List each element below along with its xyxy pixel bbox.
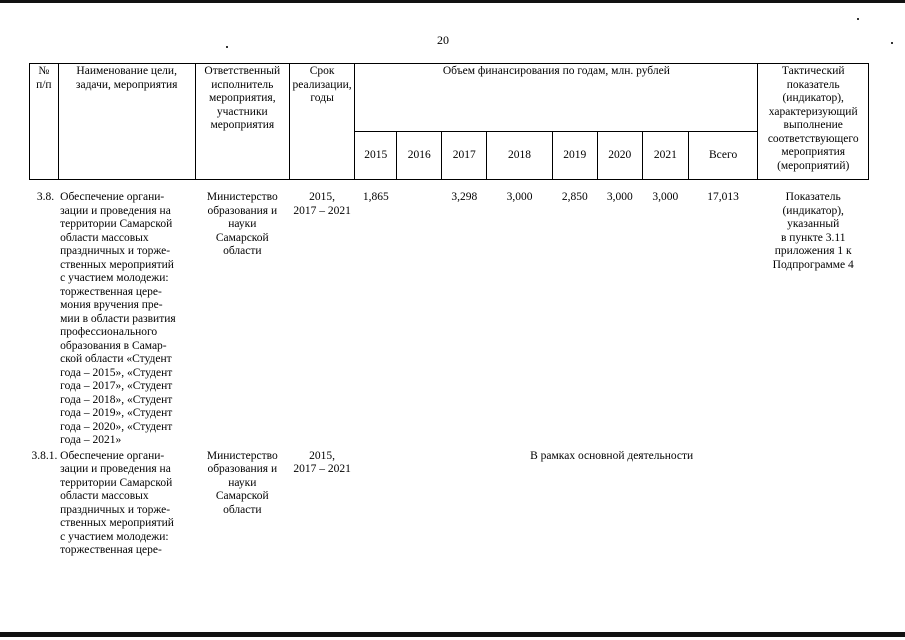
header-year-2016: 2016 [397,132,442,180]
row-value-2019: 2,850 [561,191,588,203]
header-year-2017: 2017 [442,132,487,180]
header-responsible: Ответственный исполнитель мероприятия, участники мероприятия [195,64,289,180]
row-term: 2015, 2017 – 2021 [293,449,351,475]
scan-speck [857,18,859,20]
row-name: Обеспечение органи- зации и проведения на территории Самарской области массовых праздничных и торже- ственных мероприятий с участием молодежи: торжественная цере- [60,449,174,556]
header-name: Наименование цели, задачи, мероприятия [58,64,195,180]
header-indicator: Тактический показатель (индикатор), характеризующий выполнение соответствующего мероприятия (мероприятий) [758,64,869,180]
header-num: № п/п [30,64,59,180]
header-year-2020: 2020 [597,132,642,180]
header-year-2018: 2018 [487,132,552,180]
header-financing: Объем финансирования по годам, млн. рублей [355,64,758,132]
row-value-2018: 3,000 [506,191,533,203]
row-responsible: Министерство образования и науки Самарской области [206,191,278,257]
row-value-2020: 3,000 [606,191,633,203]
row-note: В рамках основной деятельности [530,449,694,462]
table-row [30,448,869,558]
header-year-2021: 2021 [642,132,688,180]
header-year-2015: 2015 [355,132,397,180]
row-indicator: Показатель (индикатор), указанный в пункте 3.11 приложения 1 к Подпрограмме 4 [772,191,854,271]
scan-speck [226,46,228,48]
row-term: 2015, 2017 – 2021 [293,191,351,217]
row-name: Обеспечение органи- зации и проведения на территории Самарской области массовых праздничных и торже- ственных мероприятий с участием молодежи: торжественная цере- мония вручения пре- мии в области развития профессионального образования в Самар- ской области «Студент года – 2015», «Студент года – 2017», «Студент года – 2018», «Студент года – 2019», «Студент года – 2020», «Студент года – 2021» [60,191,176,446]
row-value-2021: 3,000 [652,191,679,203]
header-term: Срок реализации, годы [289,64,354,180]
page-number: 20 [437,33,449,47]
row-num: 3.8.1. [31,449,58,462]
scan-top-edge [0,0,905,3]
program-table [29,63,869,558]
scan-bottom-edge [0,632,905,637]
row-responsible: Министерство образования и науки Самарской области [206,449,278,516]
row-num: 3.8. [36,191,55,203]
row-value-2015: 1,865 [362,191,389,203]
scan-speck [891,42,893,44]
row-value-total: 17,013 [707,191,739,203]
header-year-total: Всего [688,132,758,180]
header-year-2019: 2019 [552,132,597,180]
table-row [30,189,869,448]
row-value-2016 [397,189,442,448]
row-value-2017: 3,298 [451,191,478,203]
